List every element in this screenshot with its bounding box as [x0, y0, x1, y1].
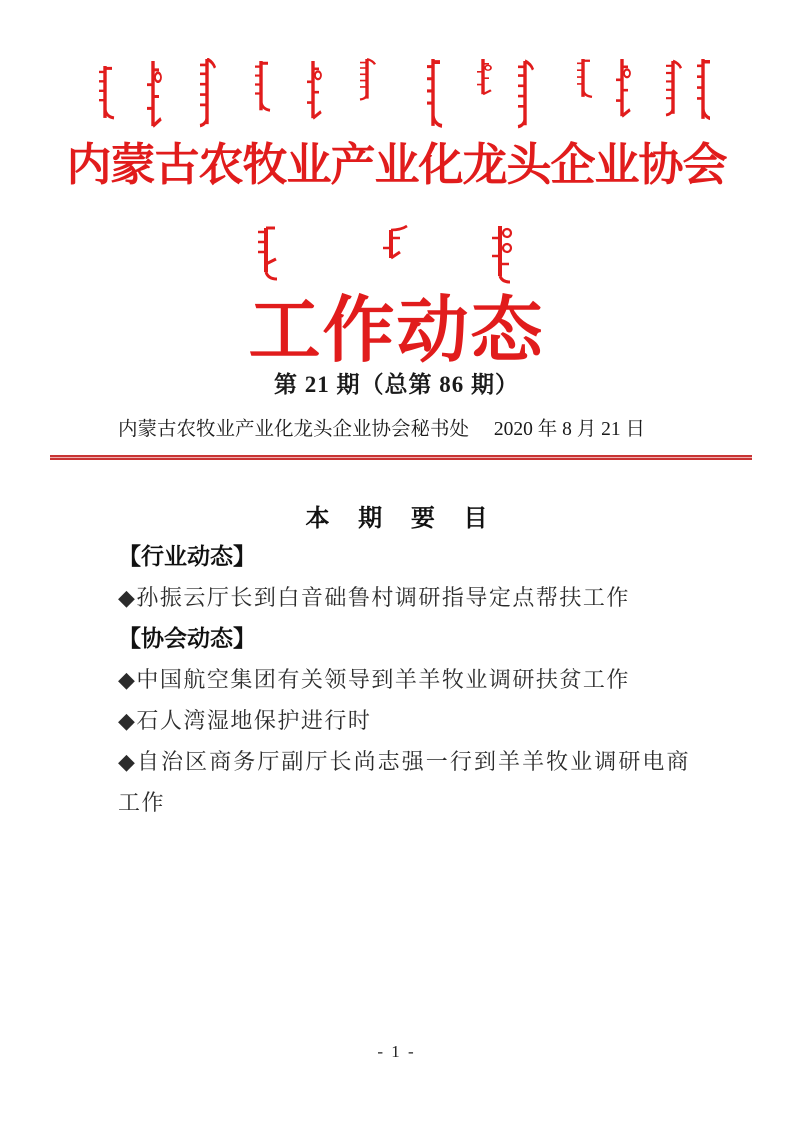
- publisher-row: [0, 413, 793, 441]
- page-number: - 1 -: [377, 1042, 416, 1061]
- toc-section-header-association: 【协会动态】: [118, 625, 256, 651]
- mongolian-script-top-banner-icon: [92, 58, 710, 130]
- toc-body: [118, 536, 690, 823]
- toc-item: ◆自治区商务厅副厅长尚志强一行到羊羊牧业调研电商工作: [118, 749, 690, 815]
- toc-item: ◆孙振云厅长到白音础鲁村调研指导定点帮扶工作: [118, 585, 630, 610]
- bulletin-title: 工作动态: [248, 291, 545, 371]
- org-title: 内蒙古农牧业产业化龙头企业协会: [66, 140, 727, 190]
- toc-item: ◆石人湾湿地保护进行时: [118, 708, 372, 733]
- publisher-name: 内蒙古农牧业产业化龙头企业协会秘书处: [118, 419, 470, 440]
- toc-item: ◆中国航空集团有关领导到羊羊牧业调研扶贫工作: [118, 667, 630, 692]
- issue-date: 2020 年 8 月 21 日: [493, 419, 645, 440]
- red-divider-rule: [50, 455, 752, 460]
- toc-heading: 本 期 要 目: [305, 505, 499, 532]
- issue-number-line: 第 21 期（总第 86 期）: [274, 372, 519, 397]
- toc-section-header-industry: 【行业动态】: [118, 543, 256, 569]
